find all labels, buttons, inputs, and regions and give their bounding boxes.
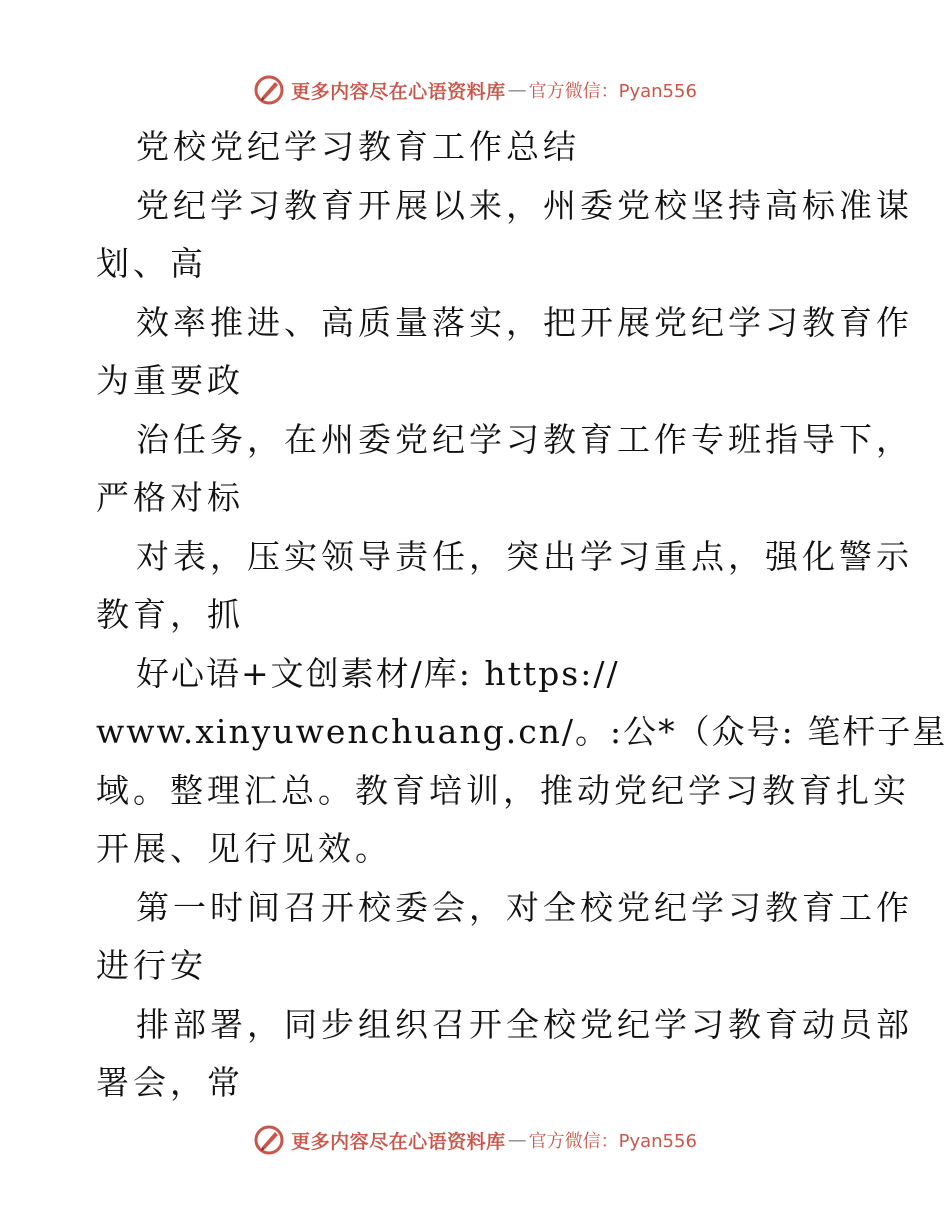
document-line: 域。整理汇总。教育培训，推动党纪学习教育扎实: [96, 770, 910, 810]
document-line: 治任务，在州委党纪学习教育工作专班指导下，: [136, 419, 913, 459]
document-line: 效率推进、高质量落实，把开展党纪学习教育作: [136, 302, 913, 342]
banner-contact-text: 官方微信：Pyan556: [528, 81, 697, 102]
document-line: 教育，抓: [96, 595, 244, 634]
quill-logo-icon: [253, 74, 285, 106]
banner-dash: —: [507, 79, 527, 101]
document-line: www.xinyuwenchuang.cn/。:公*（众号: 笔杆子星: [96, 712, 948, 751]
document-line: 开展、见行见效。: [96, 829, 392, 868]
document-line: 划、高: [96, 244, 207, 283]
document-body: [96, 118, 948, 1113]
document-line: 党纪学习教育开展以来，州委党校坚持高标准谋: [136, 185, 913, 225]
document-line: 对表，压实领导责任，突出学习重点，强化警示: [136, 536, 913, 576]
banner-site-text: 更多内容尽在心语资料库: [291, 80, 506, 103]
document-line: 为重要政: [96, 361, 244, 400]
banner-dash: —: [507, 1129, 527, 1151]
document-line: 排部署，同步组织召开全校党纪学习教育动员部: [136, 1004, 913, 1044]
document-line: 党校党纪学习教育工作总结: [136, 127, 580, 166]
document-line: 第一时间召开校委会，对全校党纪学习教育工作: [136, 887, 913, 927]
document-line: 进行安: [96, 946, 207, 985]
header-banner: [0, 70, 950, 110]
document-line: 署会，常: [96, 1063, 244, 1102]
document-line: 好心语+文创素材/库: https://: [136, 653, 620, 693]
quill-logo-icon: [253, 1124, 285, 1156]
banner-site-text: 更多内容尽在心语资料库: [291, 1130, 506, 1153]
banner-contact-text: 官方微信：Pyan556: [528, 1131, 697, 1152]
document-line: 严格对标: [96, 478, 244, 517]
footer-banner: [0, 1120, 950, 1160]
